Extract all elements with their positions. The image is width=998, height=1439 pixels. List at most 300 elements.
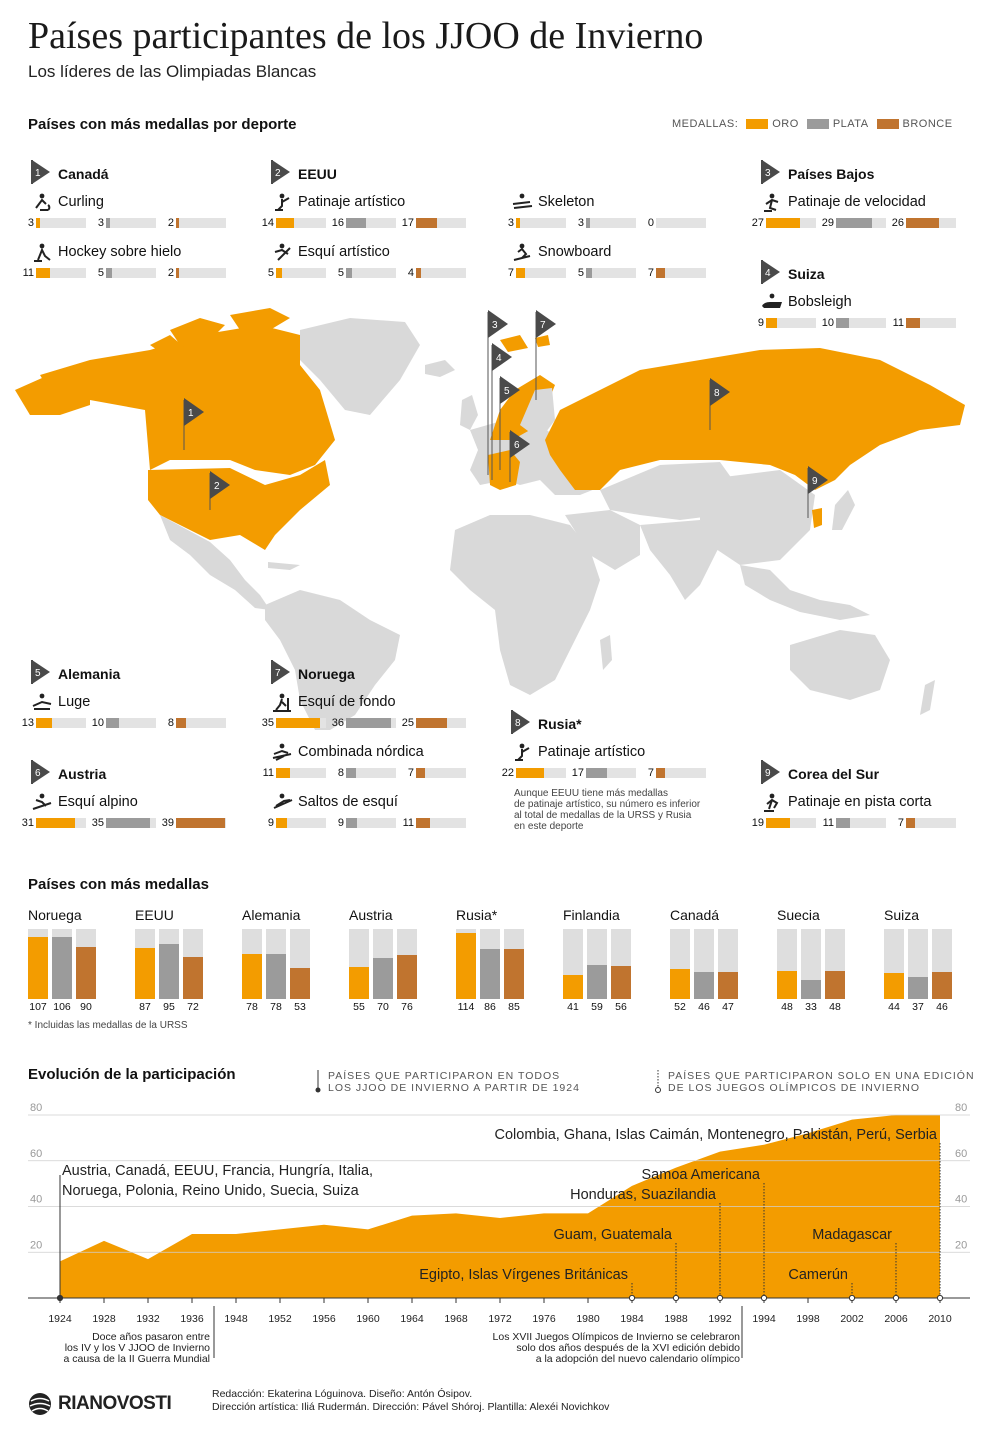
sport-row (30, 242, 181, 262)
sport-row (760, 292, 852, 312)
medal-cell (88, 217, 156, 229)
annotation-marker (893, 1295, 898, 1300)
medal-count: 5 (267, 267, 274, 279)
medal-bar (346, 268, 352, 278)
medal-bar (836, 818, 850, 828)
legend-once-editions (654, 1070, 975, 1094)
medal-count: 14 (261, 217, 274, 229)
medal-bar (276, 768, 290, 778)
medal-bar (36, 268, 50, 278)
y-tick-label-right: 40 (955, 1193, 968, 1206)
map-se-asia (740, 565, 870, 620)
medal-count: 11 (892, 317, 904, 329)
luge-icon (30, 692, 56, 712)
medal-cell (258, 767, 326, 779)
medal-cell (568, 767, 636, 779)
totals-bar-track (159, 929, 179, 999)
medal-cell (258, 717, 326, 729)
legend-gold-label: ORO (772, 118, 799, 130)
map-africa (450, 515, 600, 695)
medal-cell (258, 267, 326, 279)
medal-bar (906, 218, 939, 228)
medal-cell (398, 267, 466, 279)
totals-bar (266, 954, 286, 1000)
medal-cell (398, 717, 466, 729)
totals-bar-track (290, 929, 310, 999)
totals-bar-label: 41 (567, 1001, 579, 1013)
alpine-ski-icon (30, 792, 56, 812)
medal-bar (416, 718, 447, 728)
totals-bar-label: 76 (401, 1001, 413, 1013)
totals-country-label: Suecia (777, 907, 820, 923)
totals-bar-label: 78 (270, 1001, 282, 1013)
medal-track (416, 268, 466, 278)
totals-country-label: Alemania (242, 907, 301, 923)
annotation-text: Colombia, Ghana, Islas Caimán, Montenegro, Pakistán, Perú, Serbia (494, 1127, 937, 1143)
legend-all-editions (314, 1070, 580, 1094)
medal-count: 7 (647, 267, 654, 279)
totals-bar (52, 937, 72, 999)
medal-bar (516, 768, 544, 778)
legend-all-text: PAÍSES QUE PARTICIPARON EN TODOS LOS JJOO DE INVIERNO A PARTIR DE 1924 (328, 1070, 580, 1094)
totals-bar-label: 72 (187, 1001, 199, 1013)
bobsleigh-icon (760, 292, 786, 312)
medal-cell (498, 767, 566, 779)
rank-number: 1 (35, 168, 41, 179)
totals-bar-label: 55 (353, 1001, 365, 1013)
medal-cell (328, 267, 396, 279)
sport-row (270, 792, 398, 812)
medal-track (416, 718, 466, 728)
rank-number: 4 (765, 268, 771, 279)
page-title: Países participantes de los JJOO de Invierno (28, 15, 704, 57)
x-tick-label: 1968 (444, 1313, 468, 1325)
medal-bar (276, 268, 282, 278)
annotation-marker (673, 1295, 678, 1300)
medal-count: 5 (577, 267, 584, 279)
medal-track (586, 218, 636, 228)
totals-bar (777, 971, 797, 999)
sport-name: Hockey sobre hielo (58, 244, 182, 260)
medal-count: 7 (647, 767, 654, 779)
medal-track (176, 268, 226, 278)
medal-cell (328, 767, 396, 779)
medal-bar (586, 768, 607, 778)
medal-cell (398, 817, 466, 829)
svg-text:4: 4 (496, 353, 502, 364)
legend-once-text: PAÍSES QUE PARTICIPARON SOLO EN UNA EDICIÓN DE LOS JUEGOS OLÍMPICOS DE INVIERNO (668, 1070, 975, 1094)
totals-bar-track (694, 929, 714, 999)
totals-bar-track (587, 929, 607, 999)
medal-cell (818, 317, 886, 329)
totals-bar (611, 966, 631, 999)
rank-flag-icon (30, 660, 52, 684)
country-name: Rusia* (538, 716, 582, 732)
totals-bar-label: 70 (377, 1001, 389, 1013)
map-russia (545, 348, 965, 490)
snowboard-icon (510, 242, 536, 262)
svg-text:3: 3 (492, 320, 498, 331)
annotation-marker (57, 1295, 62, 1300)
medal-legend (672, 118, 953, 130)
medal-count: 36 (331, 717, 344, 729)
totals-bar-label: 53 (294, 1001, 306, 1013)
x-tick-label: 1998 (796, 1313, 820, 1325)
rank-flag-icon (510, 710, 532, 734)
medal-cell (568, 267, 636, 279)
map-alaska (15, 370, 90, 415)
totals-bar-track (480, 929, 500, 999)
medal-bar (516, 268, 525, 278)
medal-cell (748, 817, 816, 829)
medal-bar (346, 768, 356, 778)
medal-cell (88, 267, 156, 279)
medal-cell (158, 217, 226, 229)
medal-bar (586, 218, 590, 228)
medal-bar (766, 818, 790, 828)
totals-bar-label: 33 (805, 1001, 817, 1013)
totals-bar-track (373, 929, 393, 999)
x-tick-label: 1924 (48, 1313, 72, 1325)
rank-number: 7 (275, 668, 281, 679)
country-name: Canadá (58, 166, 109, 182)
medal-track (836, 818, 886, 828)
medal-bar (766, 318, 777, 328)
medal-bar (276, 218, 294, 228)
totals-country-label: Rusia* (456, 907, 498, 923)
medal-count: 5 (97, 267, 104, 279)
map-china (700, 470, 815, 565)
sport-row (270, 692, 396, 712)
country-name: Corea del Sur (788, 766, 880, 782)
sport-row (30, 792, 138, 812)
medal-track (906, 818, 956, 828)
medal-bar (836, 318, 849, 328)
medal-cell (18, 817, 86, 829)
svg-text:2: 2 (214, 481, 220, 492)
x-tick-label: 2002 (840, 1313, 864, 1325)
medal-cell (158, 717, 226, 729)
totals-bar-track (242, 929, 262, 999)
medal-count: 3 (577, 217, 584, 229)
totals-bar (349, 967, 369, 999)
medal-cell (328, 217, 396, 229)
annotation-text: Madagascar (812, 1227, 892, 1243)
totals-bar-label: 44 (888, 1001, 900, 1013)
x-tick-label: 1972 (488, 1313, 512, 1325)
nordic-combined-icon (270, 742, 296, 762)
totals-bar-track (135, 929, 155, 999)
medal-cell (88, 717, 156, 729)
totals-bar (290, 968, 310, 999)
medal-count: 39 (161, 817, 174, 829)
totals-bar-track (563, 929, 583, 999)
map-caribbean (268, 562, 300, 570)
totals-bar (183, 957, 203, 999)
totals-bar-label: 107 (29, 1001, 47, 1013)
medal-count: 10 (91, 717, 104, 729)
medal-count: 7 (507, 267, 514, 279)
x-tick-label: 1936 (180, 1313, 204, 1325)
country-name: Alemania (58, 666, 121, 682)
y-tick-label-left: 20 (30, 1239, 43, 1252)
x-tick-label: 1964 (400, 1313, 424, 1325)
medal-cell (88, 817, 156, 829)
medal-count: 3 (27, 217, 34, 229)
rank-number: 3 (765, 168, 771, 179)
medal-cell (398, 767, 466, 779)
totals-country-label: Austria (349, 907, 393, 923)
medal-count: 17 (401, 217, 414, 229)
totals-bar-track (397, 929, 417, 999)
y-tick-label-left: 40 (30, 1193, 43, 1206)
section-title-totals: Países con más medallas (28, 876, 209, 893)
medal-track (276, 718, 326, 728)
medal-track (106, 268, 156, 278)
totals-bar-label: 78 (246, 1001, 258, 1013)
map-korea (812, 508, 822, 528)
x-tick-label: 1960 (356, 1313, 380, 1325)
rank-flag-icon (30, 160, 52, 184)
svg-text:5: 5 (504, 386, 510, 397)
x-tick-label: 1932 (136, 1313, 160, 1325)
gap-note: Los XVII Juegos Olímpicos de Invierno se celebraron solo dos años después de la XVI edición debido a la adopción del nuevo calendario olímpico (492, 1331, 740, 1365)
annotation-text: Samoa Americana (641, 1167, 760, 1183)
rank-flag-icon (270, 660, 292, 684)
medal-bar (656, 268, 665, 278)
medal-bar (346, 818, 357, 828)
medal-track (516, 268, 566, 278)
totals-bar (135, 948, 155, 999)
sport-row (510, 742, 645, 762)
annotation-marker (937, 1295, 942, 1300)
medal-count: 7 (407, 767, 414, 779)
totals-bar-label: 95 (163, 1001, 175, 1013)
totals-country-label: EEUU (135, 907, 174, 923)
sport-name: Esquí alpino (58, 794, 138, 810)
totals-bar-track (932, 929, 952, 999)
world-map (0, 290, 998, 730)
totals-footnote: * Incluidas las medallas de la URSS (28, 1020, 188, 1031)
medal-track (176, 818, 226, 828)
medal-count: 4 (407, 267, 414, 279)
sport-row (510, 242, 611, 262)
totals-bar-track (266, 929, 286, 999)
x-tick-label: 1988 (664, 1313, 688, 1325)
medal-count: 11 (262, 767, 274, 779)
medal-track (766, 318, 816, 328)
map-new-zealand (920, 680, 935, 715)
legend-all-marker-icon (314, 1070, 322, 1094)
annotation-text: Egipto, Islas Vírgenes Británicas (419, 1267, 628, 1283)
totals-bar-track (28, 929, 48, 999)
totals-bar-label: 90 (80, 1001, 92, 1013)
sport-row (270, 242, 390, 262)
sport-row (760, 192, 926, 212)
annotation-marker (849, 1295, 854, 1300)
medal-track (276, 768, 326, 778)
totals-bar-track (504, 929, 524, 999)
sport-name: Bobsleigh (788, 294, 852, 310)
medal-track (906, 218, 956, 228)
legend-gold-swatch (746, 119, 768, 129)
medal-cell (748, 317, 816, 329)
totals-bar-track (52, 929, 72, 999)
medal-track (106, 718, 156, 728)
medal-count: 8 (337, 767, 344, 779)
freestyle-ski-icon (270, 242, 296, 262)
medal-track (346, 818, 396, 828)
country-name: Noruega (298, 666, 355, 682)
medal-bar (766, 218, 800, 228)
totals-bar (884, 973, 904, 999)
totals-bar (718, 972, 738, 999)
medal-count: 0 (647, 217, 654, 229)
medal-track (36, 718, 86, 728)
svg-text:6: 6 (514, 440, 520, 451)
medal-track (36, 218, 86, 228)
medal-track (106, 218, 156, 228)
totals-bar (504, 949, 524, 999)
totals-bar-label: 52 (674, 1001, 686, 1013)
medal-track (276, 818, 326, 828)
medal-count: 8 (167, 717, 174, 729)
medal-count: 3 (507, 217, 514, 229)
short-track-icon (760, 792, 786, 812)
figure-skating-icon (270, 192, 296, 212)
country-name: Países Bajos (788, 166, 875, 182)
medal-bar (906, 818, 915, 828)
medal-count: 7 (897, 817, 904, 829)
sport-row (30, 692, 90, 712)
sport-name: Combinada nórdica (298, 744, 424, 760)
totals-country-label: Canadá (670, 907, 720, 923)
medal-cell (748, 217, 816, 229)
medal-count: 29 (821, 217, 834, 229)
totals-bar (242, 954, 262, 1000)
section-title-sports: Países con más medallas por deporte (28, 116, 297, 133)
y-tick-label-right: 80 (955, 1102, 968, 1114)
medal-count: 26 (891, 217, 904, 229)
medal-bar (416, 218, 437, 228)
medal-cell (158, 267, 226, 279)
medal-cell (888, 317, 956, 329)
totals-bar (397, 955, 417, 999)
medal-cell (258, 817, 326, 829)
hockey-icon (30, 242, 56, 262)
medal-track (106, 818, 156, 828)
ria-globe-icon (28, 1392, 52, 1416)
medal-track (516, 768, 566, 778)
medal-bar (176, 818, 225, 828)
totals-bar-track (183, 929, 203, 999)
medal-track (276, 218, 326, 228)
totals-bar-label: 86 (484, 1001, 496, 1013)
svg-text:9: 9 (812, 476, 818, 487)
medal-count: 13 (21, 717, 34, 729)
totals-bar (694, 972, 714, 999)
medal-bar (906, 318, 920, 328)
medal-bar (346, 718, 391, 728)
map-madagascar (600, 635, 612, 670)
medal-count: 22 (501, 767, 514, 779)
medal-track (516, 218, 566, 228)
legend-bronze-swatch (877, 119, 899, 129)
totals-bar-label: 106 (53, 1001, 71, 1013)
medal-track (176, 718, 226, 728)
medal-track (36, 818, 86, 828)
sport-name: Patinaje en pista corta (788, 794, 932, 810)
medal-count: 31 (21, 817, 34, 829)
totals-bar-track (349, 929, 369, 999)
medal-track (346, 268, 396, 278)
totals-bar-label: 47 (722, 1001, 734, 1013)
rank-number: 2 (275, 168, 281, 179)
map-svalbard (500, 335, 550, 352)
totals-country-label: Noruega (28, 907, 82, 923)
svg-text:8: 8 (714, 388, 720, 399)
annotation-marker (761, 1295, 766, 1300)
medal-count: 11 (22, 267, 34, 279)
x-tick-label: 2006 (884, 1313, 908, 1325)
sport-name: Esquí artístico (298, 244, 390, 260)
medal-count: 9 (267, 817, 274, 829)
svg-text:1: 1 (188, 408, 194, 419)
country-name: Suiza (788, 266, 825, 282)
totals-bar-track (801, 929, 821, 999)
rank-number: 5 (35, 668, 41, 679)
medal-count: 35 (91, 817, 104, 829)
sport-name: Patinaje artístico (538, 744, 646, 760)
x-tick-label: 2010 (928, 1313, 952, 1325)
rank-flag-icon (270, 160, 292, 184)
sport-name: Luge (58, 694, 91, 710)
map-uk (460, 395, 478, 430)
medal-cell (498, 217, 566, 229)
medal-track (656, 768, 706, 778)
y-tick-label-right: 60 (955, 1147, 968, 1160)
sport-name: Curling (58, 194, 104, 210)
medal-track (176, 218, 226, 228)
rank-flag-icon (30, 760, 52, 784)
medal-cell (888, 217, 956, 229)
annotation-text: Honduras, Suazilandia (570, 1187, 716, 1203)
x-tick-label: 1994 (752, 1313, 776, 1325)
medal-track (36, 268, 86, 278)
medal-bar (106, 268, 112, 278)
totals-bar-label: 46 (936, 1001, 948, 1013)
totals-bar (373, 958, 393, 999)
annotation-text: Austria, Canadá, EEUU, Francia, Hungría, Italia, Noruega, Polonia, Reino Unido, Suecia, Suiza (62, 1163, 374, 1199)
curling-icon (30, 192, 56, 212)
x-tick-label: 1956 (312, 1313, 336, 1325)
x-tick-label: 1948 (224, 1313, 248, 1325)
x-tick-label: 1984 (620, 1313, 644, 1325)
medal-track (586, 268, 636, 278)
country-note: Aunque EEUU tiene más medallas de patinaje artístico, su número es inferior al total de medallas de la URSS y Rusia en este deporte (514, 788, 701, 832)
medal-count: 9 (337, 817, 344, 829)
sport-row (510, 192, 594, 212)
medal-cell (18, 717, 86, 729)
medal-cell (328, 717, 396, 729)
totals-bar-label: 48 (781, 1001, 793, 1013)
totals-bar-label: 37 (912, 1001, 924, 1013)
totals-bar-track (908, 929, 928, 999)
skeleton-icon (510, 192, 536, 212)
medal-cell (18, 217, 86, 229)
medal-cell (818, 217, 886, 229)
medal-count: 3 (97, 217, 104, 229)
